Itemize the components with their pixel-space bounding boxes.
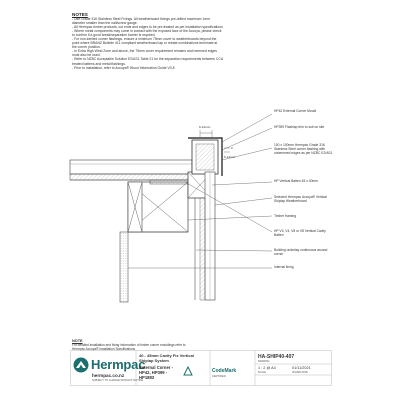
codemark-logo-icon [183, 366, 193, 376]
label-cavity-batten: HP V3, V4, V8 or V8 Vertical Cavity Batten [274, 229, 326, 237]
certification-name: CodeMark [212, 368, 237, 374]
note-line: - In Extra High Wind Zone and above, the 75mm cover requirement remains and hemmed edges [72, 49, 217, 54]
drawing-scale: 1 : 2 @ A4 [258, 366, 276, 370]
label-flashlap-trim: HP399 Flashlap trim to suit on site [274, 125, 325, 129]
label-corner-flashing: 100 x 100mm Hermpac Grade 316 Stainless Steel corner flashing with unhemmed edges as per NZBC E2/AS1 [274, 143, 333, 155]
note-line: - Use Grade 316 Stainless Steel Fixings. All weatherboard fixings pre-drilled maximum 1mm [72, 17, 210, 21]
note-line: - Prior to installation, refer to Accoya® Wood Information Guide V3.8 [72, 65, 175, 70]
vertical-cavity-batten [150, 180, 188, 184]
dimension-side-bottom: 6-12mm [224, 155, 236, 159]
dimension-side-top: 2 [231, 146, 233, 150]
drawing-number-label: DRAWING [258, 360, 270, 363]
note-line: the corner position. [72, 45, 101, 50]
certification-sub: CERTIFIED [212, 375, 226, 378]
note-line: treated battens and metal flashings. [72, 61, 126, 66]
label-internal-lining: Internal lining [274, 265, 294, 269]
dimension-top: 6-12mm [199, 125, 211, 129]
note-line: point where BRANZ Bulletin 411 compliant weatherboard lap or rebate combinations terminate at [72, 41, 218, 46]
note-line: - For non-kerbed corner flashings, ensure a minimum 75mm cover to weatherboards beyond the [72, 37, 217, 42]
label-vertical-batten: HP Vertical Batten 45 x 40mm [274, 179, 318, 183]
note-line: to confirm if a good break/separation barrier is required. [72, 33, 156, 38]
corner-mould [188, 138, 222, 176]
drawing-scale-label: SCALE [258, 371, 266, 374]
bottom-note-title: NOTE [72, 339, 83, 343]
note-line: - Refer to NZBC Acceptable Solution E2/AS1 Table 21 for the separation requirements between CCA [72, 57, 224, 62]
internal-lining [120, 232, 188, 302]
note-line: must also be used. [72, 53, 101, 58]
brand-website[interactable]: hermpac.co.nz [92, 373, 125, 378]
label-shiplap-weatherboard: Selected Hermpac Accoya® Vertical Shiplap Weatherboard [274, 195, 327, 203]
hermpac-logo-icon [73, 357, 89, 373]
drawing-number: HA-SHIP40-407 [258, 354, 295, 360]
timber-framing [128, 182, 188, 232]
horizontal-weatherboards [70, 160, 192, 180]
note-line: - All Hermpac timber products, cut ends and edges to be pre-treated as per installation specifications [72, 25, 223, 30]
drawing-date-label: ISSUED DATE [292, 371, 308, 374]
label-building-underlay: Building underlay continuous around corner [274, 248, 328, 256]
drawing-heading: 40 - 45mm Cavity Fix Vertical Shiplap System [139, 353, 194, 363]
brand-tagline: SUBJECT TO CHANGE WITHOUT NOTICE [92, 379, 144, 382]
brand-name: Hermpac [91, 357, 146, 372]
bottom-note-line: Hermpac Accoya® Installation Specifications [72, 346, 136, 351]
label-corner-mould: HP42 External Corner Mould [274, 109, 317, 113]
notes-title: NOTES [72, 12, 88, 17]
label-timber-framing: Timber framing [274, 214, 297, 218]
note-line: - Where metal components may come in contact with the exposed face of the Accoya, please check [72, 29, 222, 34]
drawing-subheading: External Corner - HP42, HP399 - HP1883 [139, 365, 173, 380]
drawing-date: 01/11/2021 [292, 366, 311, 370]
note-line: diameter smaller than the nail/screw gauge. [72, 21, 138, 26]
bottom-note-line: For detailed installation and fixing information of timber corner mouldings refer to [72, 342, 186, 347]
